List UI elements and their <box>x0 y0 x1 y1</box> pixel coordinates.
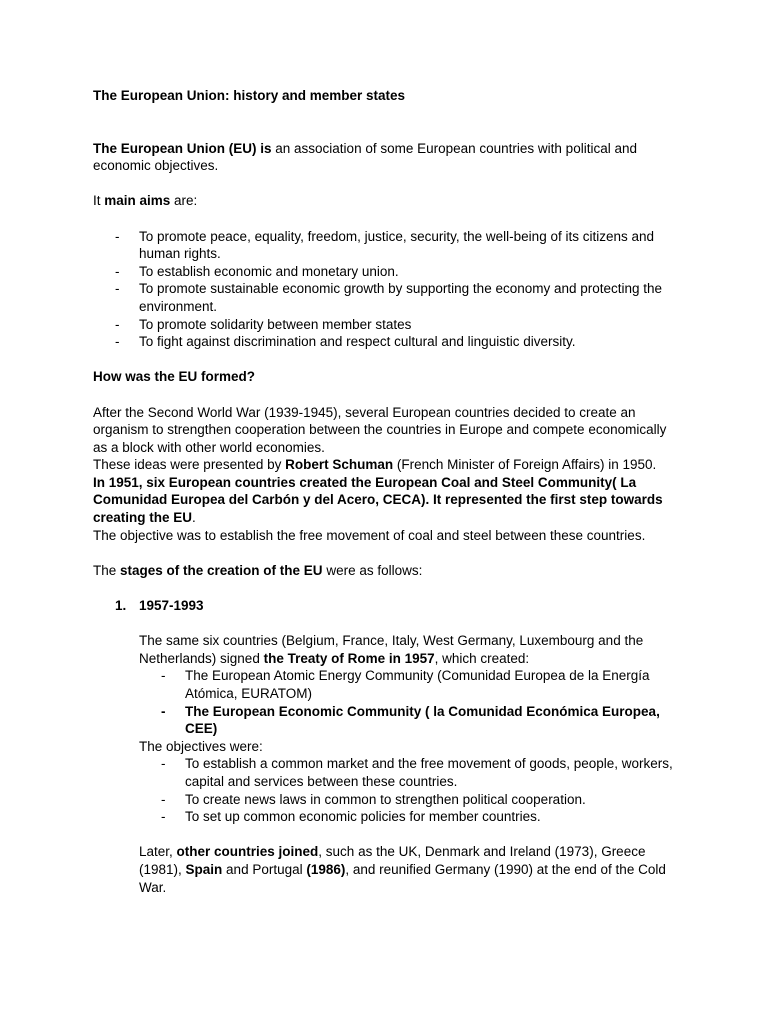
document-title: The European Union: history and member states <box>93 88 406 103</box>
formed-paragraph-2 <box>93 456 678 474</box>
formed-paragraph-4: The objective was to establish the free movement of coal and steel between these countries. <box>93 527 646 543</box>
formed-heading <box>93 368 678 386</box>
list-item: - To promote sustainable economic growth by supporting the economy and protecting the environment. <box>93 280 678 315</box>
list-item: - To establish economic and monetary union. <box>93 263 678 281</box>
list-item: - To create news laws in common to strengthen political cooperation. <box>139 791 678 809</box>
later-t3: and Portugal <box>222 861 307 877</box>
stage-1-heading <box>93 597 678 615</box>
stages-intro <box>93 562 678 580</box>
formed-paragraph-3 <box>93 474 678 527</box>
signed-bold: the Treaty of Rome in 1957 <box>263 650 435 666</box>
list-item: - To promote solidarity between member states <box>93 316 678 334</box>
stage-1-label: 1957-1993 <box>139 598 204 614</box>
intro-rest: an association of some European countries with political and economic objectives. <box>93 140 637 174</box>
stages-intro-bold: stages of the creation of the EU <box>120 562 323 578</box>
stage-1-number: 1. <box>115 598 127 614</box>
formed-p3-post: . <box>192 510 196 526</box>
later-paragraph <box>139 843 678 896</box>
later-t4: , and reunified Germany (1990) at the end of the Cold War. <box>139 861 666 895</box>
aims-intro-pre: It <box>93 193 105 209</box>
formed-paragraph-1: After the Second World War (1939-1945), several European countries decided to create an organism to strengthen cooperation between the countries in Europe and compete economically as a block with other world economies. <box>93 404 667 455</box>
intro-bold: The European Union (EU) is <box>93 140 272 156</box>
list-item: - The European Atomic Energy Community (Comunidad Europea de la Energía Atómica, EURATOM) <box>139 667 678 702</box>
aims-intro <box>93 192 678 210</box>
objectives-list <box>139 755 678 825</box>
formed-p2-post: (French Minister of Foreign Affairs) in 1950. <box>393 457 657 473</box>
aims-list <box>93 228 678 351</box>
created-list <box>139 667 678 737</box>
stage-1-body <box>93 632 678 896</box>
list-item: - The European Economic Community ( la Comunidad Económica Europea, CEE) <box>139 703 678 738</box>
stages-intro-pre: The <box>93 562 121 578</box>
signed-post: , which created: <box>434 650 530 666</box>
later-b1: other countries joined <box>176 844 319 860</box>
later-t1: Later, <box>139 844 177 860</box>
aims-intro-bold: main aims <box>104 193 171 209</box>
formed-heading-text: How was the EU formed? <box>93 369 256 385</box>
list-item: - To establish a common market and the free movement of goods, people, workers, capital and services between these countries. <box>139 755 678 790</box>
formed-p3-bold: In 1951, six European countries created the European Coal and Steel Community( La Comunidad Europea del Carbón y del Acero, CECA). It represented the first step towards creating the EU <box>93 474 663 526</box>
objectives-label: The objectives were: <box>139 738 263 754</box>
document-body <box>93 87 678 896</box>
list-item: - To promote peace, equality, freedom, justice, security, the well-being of its citizens and human rights. <box>93 228 678 263</box>
later-b3: (1986) <box>306 861 346 877</box>
list-item: - To set up common economic policies for member countries. <box>139 808 678 826</box>
intro-paragraph <box>93 140 678 175</box>
stage-1-signed <box>139 632 678 667</box>
later-b2: Spain <box>185 861 223 877</box>
formed-p2-bold: Robert Schuman <box>285 457 394 473</box>
later-t2: , such as the UK, Denmark and Ireland (1973), Greece (1981), <box>139 844 646 877</box>
aims-intro-post: are: <box>170 193 198 209</box>
formed-p2-pre: These ideas were presented by <box>93 457 286 473</box>
signed-pre: The same six countries (Belgium, France, Italy, West Germany, Luxembourg and the Netherlands) signed <box>139 633 644 666</box>
list-item: - To fight against discrimination and respect cultural and linguistic diversity. <box>93 333 678 351</box>
stages-intro-post: were as follows: <box>322 562 423 578</box>
